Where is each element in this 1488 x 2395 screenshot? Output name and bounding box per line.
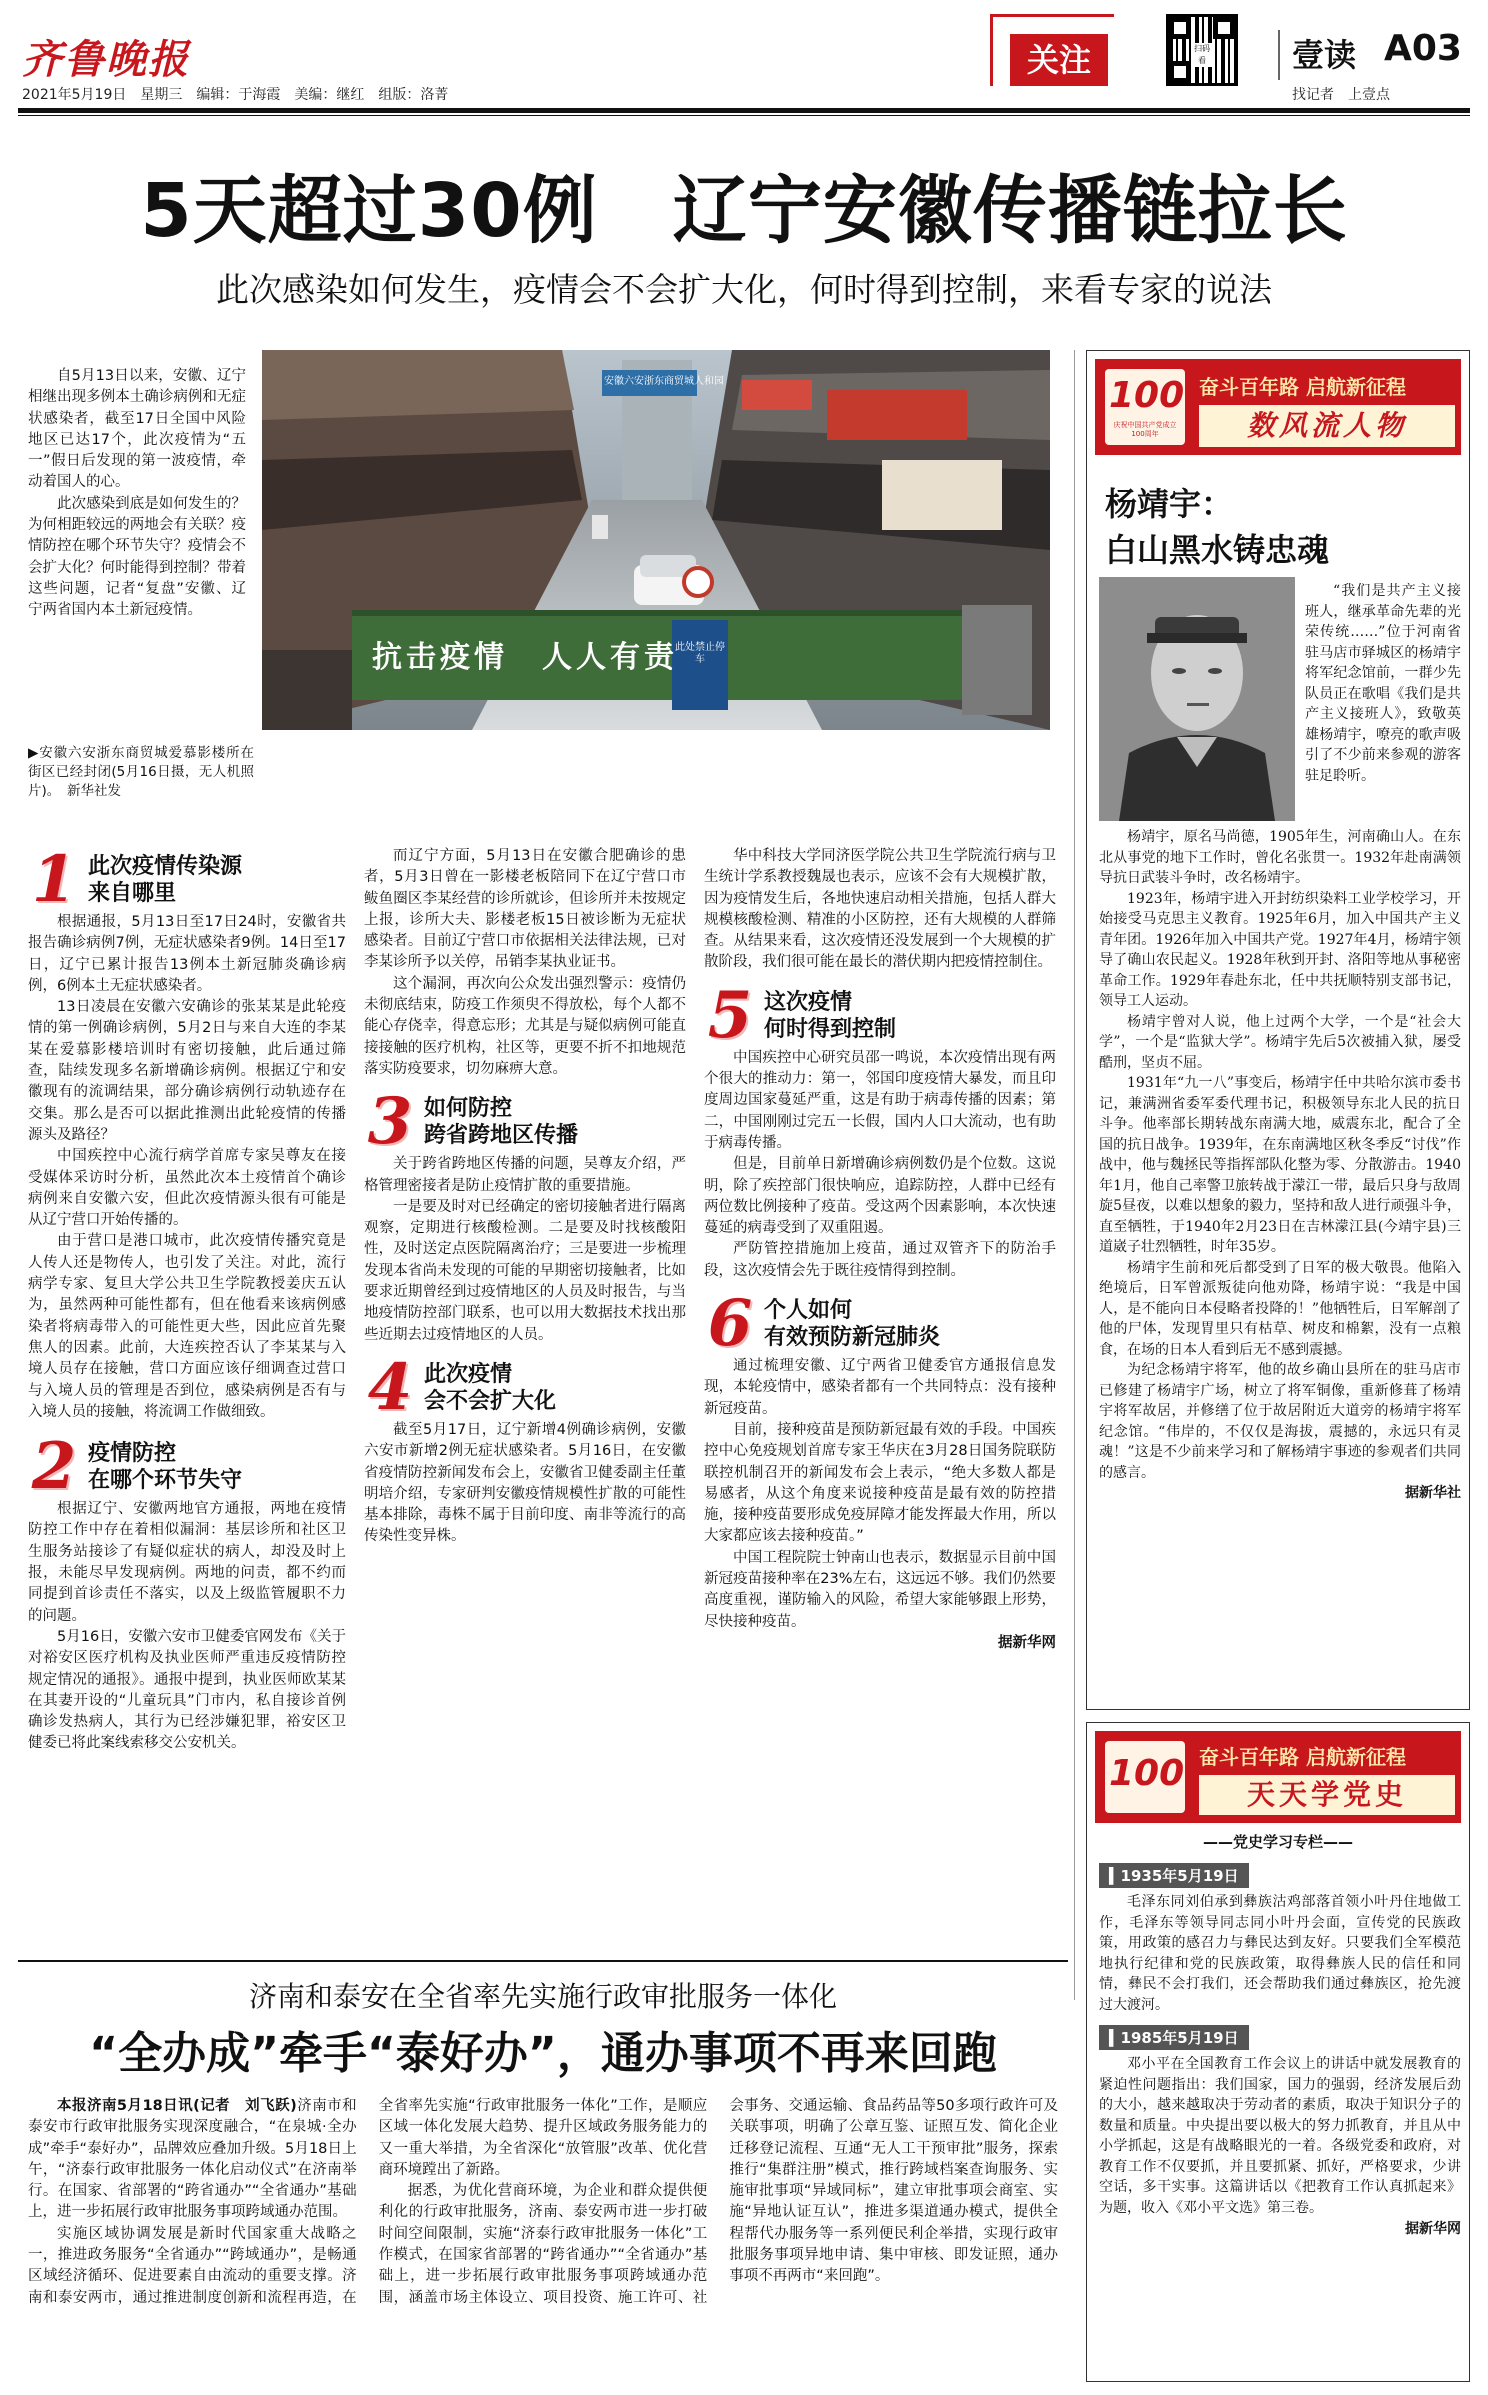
- lead-paragraph: 此次感染到底是如何发生的？为何相距较远的两地会有关联？疫情防控在哪个环节失守？疫情会不会扩大化？何时能得到控制？带着这些问题，记者“复盘”安徽、辽宁两省国内本土新冠疫情。: [28, 495, 246, 619]
- paragraph: 关于跨省跨地区传播的问题，吴尊友介绍，严格管理密接者是防止疫情扩散的重要措施。: [364, 1156, 686, 1194]
- headline: 5天超过30例 辽宁安徽传播链拉长: [140, 168, 1348, 254]
- masthead-divider: [1278, 30, 1280, 80]
- paragraph: 为纪念杨靖宇将军，他的故乡确山县所在的驻马店市已修建了杨靖宇广场，树立了将军铜像，重新修葺了杨靖宇将军故居，并修缮了位于故居附近大道旁的杨靖宇将军纪念馆。“伟岸的，不仅仅是海拔，震撼的，永远只有灵魂！”这是不少前来学习和了解杨靖宇事迹的参观者们共同的感言。: [1099, 1362, 1461, 1481]
- entry-text: [1099, 1892, 1461, 2015]
- news-photo: [262, 350, 1050, 730]
- feature-title-2: 白山黑水铸忠魂: [1105, 531, 1330, 569]
- banner-series: 奋斗百年路 启航新征程: [1199, 375, 1406, 399]
- section-title: [88, 853, 242, 907]
- paragraph: 中国疾控中心流行病学首席专家吴尊友在接受媒体采访时分析，虽然此次本土疫情首个确诊病例来自安徽六安，但此次疫情源头很有可能是从辽宁营口开始传播的。: [28, 1148, 346, 1229]
- paragraph: 目前，接种疫苗是预防新冠最有效的手段。中国疾控中心免疫规划首席专家王华庆在3月28日国务院联防联控机制召开的新闻发布会上表示，“绝大多数人都是易感者，从这个角度来说接种疫苗是最有效的防控措施，接种疫苗要形成免疫屏障才能发挥最大作用，所以大家都应该去接种疫苗。”: [704, 1421, 1056, 1545]
- party-emblem-icon: [1105, 369, 1185, 445]
- tag: 关注: [1010, 34, 1108, 86]
- centennial-logo: 100: [1109, 375, 1185, 416]
- feature-box: [1086, 350, 1470, 1710]
- section-number: 4: [367, 1349, 413, 1425]
- portrait: [1099, 577, 1295, 821]
- paragraph: 但是，目前单日新增确诊病例数仍是个位数。这说明，除了疾控部门很快响应，追踪防控，人群中已经有两位数比例接种了疫苗。受这两个因素影响，本次快速蔓延的病毒受到了双重阻遏。: [704, 1156, 1056, 1237]
- section-title-line: 何时得到控制: [764, 1016, 897, 1042]
- lead-paragraph: 自5月13日以来，安徽、辽宁相继出现多例本土确诊病例和无症状感染者，截至17日全国中风险地区已达17个，此次疫情为“五一”假日后发现的第一波疫情，牵动着国人的心。: [28, 368, 246, 491]
- section-heading-1: [28, 846, 346, 917]
- arrow-right-icon: ▍: [1109, 1867, 1121, 1885]
- subheadline: 此次感染如何发生，疫情会不会扩大化，何时得到控制，来看专家的说法: [216, 270, 1272, 309]
- study-banner: [1095, 1731, 1461, 1823]
- section-heading-3: [364, 1084, 686, 1160]
- section-title: [424, 1361, 556, 1415]
- paragraph: 这个漏洞，再次向公众发出强烈警示：疫情仍未彻底结束，防疫工作须臾不得放松，每个人都不能心存侥幸，得意忘形；尤其是与疑似病例可能直接接触的医疗机构，社区等，更要不折不扣地规范落实防疫要求，切勿麻痹大意。: [364, 975, 686, 1077]
- section-number: 3: [367, 1084, 413, 1160]
- paragraph: 杨靖宇曾对人说，他上过两个大学，一个是“社会大学”，一个是“监狱大学”。杨靖宇先后5次被捕入狱，屡受酷刑，坚贞不屈。: [1099, 1013, 1461, 1071]
- paragraph: 邓小平在全国教育工作会议上的讲话中就发展教育的紧迫性问题指出：我们国家，国力的强弱，经济发展后劲的大小，越来越取决于劳动者的素质，取决于知识分子的数量和质量。中央提出要以极大的努力抓教育，并且从中小学抓起，这是有战略眼光的一着。各级党委和政府，对教育工作不仅要抓，并且要抓紧、抓好，严格要求，少讲空话，多干实事。这篇讲话以《把教育工作认真抓起来》为题，收入《邓小平文选》第三卷。: [1099, 2056, 1461, 2216]
- entry-date: 1985年5月19日: [1120, 2029, 1239, 2047]
- feature-banner: [1095, 359, 1461, 455]
- column-rule: [1074, 350, 1075, 2000]
- bottom-article-rule: [18, 1960, 1068, 1962]
- section-body-5: [704, 1048, 1056, 1282]
- section-heading-2: [28, 1429, 346, 1505]
- paragraph: 1931年“九一八”事变后，杨靖宇任中共哈尔滨市委书记，兼满洲省委军委代理书记，积极领导东北人民的抗日斗争。他率部长期转战东南满大地，威震东北，配合了全国的抗日战争。1939年，在东南满地区秋冬季反“讨伐”作战中，他与魏拯民等指挥部队化整为零、分散游击。1940年1月，他自己率警卫旅转战于濛江一带，最后只身与敌周旋5昼夜，以难以想象的毅力，坚持和敌人进行顽强斗争，直至牺牲，于1940年2月23日在吉林濛江县(今靖宇县)三道崴子壮烈牺牲，时年35岁。: [1099, 1075, 1461, 1255]
- section-body-6: [704, 1356, 1056, 1633]
- paragraph: 杨靖宇生前和死后都受到了日军的极大敬畏。他陷入绝境后，日军曾派叛徒向他劝降，杨靖宇说：“我是中国人，是不能向日本侵略者投降的！”他牺牲后，日军解剖了他的尸体，发现胃里只有枯草、树皮和棉絮，没有一点粮食，在场的日本人看到后无不感到震撼。: [1099, 1259, 1461, 1358]
- paragraph: 中国疾控中心研究员邵一鸣说，本次疫情出现有两个很大的推动力：第一，邻国印度疫情大暴发，而且印度周边国家蔓延严重，这是有助于病毒传播的因素；第二，中国刚刚过完五一长假，国内人口大流动，也有助于病毒传播。: [704, 1049, 1056, 1151]
- page-number: A03: [1384, 28, 1462, 69]
- source-credit: 据新华网: [998, 1634, 1056, 1651]
- study-box: [1086, 1722, 1470, 2382]
- column-3: [704, 846, 1056, 1996]
- section-number: 2: [31, 1429, 77, 1505]
- paragraph: 杨靖宇，原名马尚德，1905年生，河南确山人。在东北从事党的地下工作时，曾化名张贯一。1932年赴南满领导抗日武装斗争时，改名杨靖宇。: [1099, 829, 1461, 886]
- paragraph: [28, 2096, 357, 2224]
- centennial-caption: 庆祝中国共产党成立100周年: [1113, 421, 1177, 438]
- source-credit: 据新华网: [1405, 2221, 1461, 2237]
- banner-column: 数风流人物: [1199, 405, 1455, 447]
- date-badge: [1099, 2025, 1249, 2050]
- section-number: 5: [707, 977, 753, 1053]
- qr-code-icon: [1166, 14, 1238, 86]
- paragraph: 毛泽东同刘伯承到彝族沽鸡部落首领小叶丹住地做工作，毛泽东等领导同志同小叶丹会面，宣传党的民族政策，用政策的感召力与彝民达到友好。只要我们全军模范地执行纪律和党的民族政策，取得彝族人民的信任和同情，彝民不会打我们，还会帮助我们通过彝族区，抢先渡过大渡河。: [1099, 1894, 1461, 2013]
- section-title-line: 这次疫情: [764, 989, 853, 1015]
- section-body-4-cont: [704, 846, 1056, 974]
- bottom-headline: “全办成”牵手“泰好办”，通办事项不再来回跑: [89, 2028, 997, 2079]
- paragraph: 实施区域协调发展是新时代国家重大战略之一，推进政务服务“全省通办”“跨域通办”，是畅通区域经济循环、促进要素自由流动的重要支撑。济南和泰安两市，通过推进制度创新和流程再造，在全省率先实施“行政审批服务一体化”工作，是顺应区域一体化发展大趋势、提升区域政务服务能力的又一重大举措，为全省深化“放管服”改革、优化营商环境蹚出了新路。: [28, 2098, 708, 2306]
- paragraph: 根据辽宁、安徽两地官方通报，两地在疫情防控工作中存在着相似漏洞：基层诊所和社区卫生服务站接诊了有疑似症状的病人，却没及时上报，未能尽早发现病例。两地的问责，都不约而同提到首诊责任不落实，以及上级监管履职不力的问题。: [28, 1501, 346, 1624]
- paragraph: 截至5月17日，辽宁新增4例确诊病例，安徽六安市新增2例无症状感染者。5月16日，在安徽省疫情防控新闻发布会上，安徽省卫健委副主任董明培介绍，专家研判安徽疫情规模性扩散的可能性基本排除，毒株不属于目前印度、南非等流行的高传染性变异株。: [364, 1421, 686, 1545]
- paragraph: 华中科技大学同济医学院公共卫生学院流行病与卫生统计学系教授魏晟也表示，应该不会有大规模扩散，因为疫情发生后，各地快速启动相关措施，包括人群大规模核酸检测、精准的小区防控，还有大规模的人群筛查。从结果来看，这次疫情还没发展到一个大规模的扩散阶段，我们很可能在最长的潜伏期内把疫情控制住。: [704, 848, 1056, 971]
- slogan: 找记者 上壹点: [1292, 87, 1390, 103]
- date-badge: [1099, 1863, 1249, 1888]
- masthead-rule: [18, 108, 1470, 113]
- banner-series: 奋斗百年路 启航新征程: [1199, 1745, 1406, 1769]
- section-heading-6: [704, 1286, 1056, 1362]
- paragraph: 通过梳理安徽、辽宁两省卫健委官方通报信息发现，本轮疫情中，感染者都有一个共同特点：没有接种新冠疫苗。: [704, 1358, 1056, 1417]
- section-title-line: 有效预防新冠肺炎: [764, 1325, 941, 1351]
- section-title-line: 疫情防控: [88, 1441, 177, 1467]
- paragraph: 由于营口是港口城市，此次疫情传播究竟是人传人还是物传人，也引发了关注。对此，流行病学专家、复旦大学公共卫生学院教授姜庆五认为，虽然两种可能性都有，但在他看来该病例感染者将病毒带入的可能性更大些，因此应首先聚焦人的因素。此前，大连疾控否认了李某某与入境人员存在接触，营口方面应该仔细调查过营口与入境人员的管理是否到位，感染病例是否有与入境人员的接触，将流调工作做细致。: [28, 1233, 346, 1420]
- qr-caption: 扫码看: [1191, 43, 1213, 67]
- banner-column: 天天学党史: [1199, 1775, 1455, 1815]
- dateline: 本报济南5月18日讯(记者 刘飞跃): [57, 2098, 297, 2114]
- section-title-line: 此次疫情: [424, 1361, 513, 1387]
- section-title-line: 跨省跨地区传播: [424, 1123, 579, 1149]
- column-2: [364, 846, 686, 1996]
- paragraph-text: 济南市和泰安市行政审批服务实现深度融合，“在泉城·全办成”牵手“泰好办”，品牌效应叠加升级。5月18日上午，“济泰行政审批服务一体化启动仪式”在济南举行。在国家、省部署的“跨省通办”“全省通办”基础上，进一步拓展行政审批服务事项跨域通办范围。: [28, 2098, 357, 2221]
- paragraph: 而辽宁方面，5月13日在安徽合肥确诊的患者，5月3日曾在一影楼老板陪同下在辽宁营口市鲅鱼圈区李某经营的诊所就诊，但诊所并未按规定上报，诊所大夫、影楼老板15日被诊断为无症状感染者。目前辽宁营口市依据相关法律法规，已对李某诊所予以关停，吊销李某执业证书。: [364, 848, 686, 971]
- section-heading-5: [704, 977, 1056, 1053]
- feature-title-1: 杨靖宇：: [1105, 485, 1234, 523]
- entry-text: [1099, 2054, 1461, 2218]
- section-title-line: 个人如何: [764, 1298, 853, 1324]
- masthead-rule-thin: [18, 115, 1470, 116]
- paragraph: 13日凌晨在安徽六安确诊的张某某是此轮疫情的第一例确诊病例，5月2日与来自大连的李某某在爱慕影楼培训时有密切接触，此后通过筛查，陆续发现多名新增确诊病例。根据辽宁和安徽现有的流调结果，部分确诊病例行动轨迹存在交集。那么是否可以据此推测出此轮疫情的传播源头及路径？: [28, 999, 346, 1143]
- column-1: [28, 846, 346, 1996]
- section-title-line: 此次疫情传染源: [88, 854, 243, 879]
- entry-date: 1935年5月19日: [1120, 1867, 1239, 1885]
- paragraph: “我们是共产主义接班人，继承革命先辈的光荣传统……”位于河南省驻马店市驿城区的杨靖宇将军纪念馆前，一群少先队员正在歌唱《我们是共产主义接班人》，致敬英雄杨靖宇，嘹亮的歌声吸引了不少前来参观的游客驻足聆听。: [1305, 583, 1461, 784]
- section-title: [88, 1440, 242, 1494]
- section-body-2-cont: [364, 846, 686, 1080]
- study-entries: [1099, 1863, 1461, 2371]
- section-name: 壹读: [1292, 36, 1357, 74]
- centennial-logo: 100: [1109, 1753, 1185, 1794]
- section-body-2: [28, 1499, 346, 1755]
- section-title-line: 会不会扩大化: [424, 1388, 557, 1414]
- paragraph: 根据通报，5月13日至17日24时，安徽省共报告确诊病例7例，无症状感染者9例。14日至17日，辽宁已累计报告13例本土新冠肺炎确诊病例，6例本土无症状感染者。: [28, 914, 346, 994]
- paragraph: 1923年，杨靖宇进入开封纺织染料工业学校学习，开始接受马克思主义教育。1925年6月，加入中国共产主义青年团。1926年加入中国共产党。1927年4月，杨靖宇领导了确山农民起义。1928年秋到开封、洛阳等地从事秘密革命工作。1929年春赴东北，任中共抚顺特别支部书记，领导工人运动。: [1099, 890, 1461, 1009]
- photo-sign-right: 此处禁止停车: [675, 642, 725, 665]
- bottom-article-body: [28, 2096, 1058, 2382]
- paragraph: 一是要及时对已经确定的密切接触者进行隔离观察，定期进行核酸检测。二是要及时找核酸阳性，及时送定点医院隔离治疗；三是要进一步梳理发现本省尚未发现的可能的早期密切接触者，比如要求近期曾经到过疫情地区的人员及时报告，与当地疫情防控部门联系，也可以用大数据技术找出那些近期去过疫情地区的人员。: [364, 1198, 686, 1343]
- photo-sign-top: 安徽六安浙东商贸城人和园: [604, 376, 724, 387]
- paragraph: 中国工程院院士钟南山也表示，数据显示目前中国新冠疫苗接种率在23%左右，这远远不够。我们仍然要高度重视，谨防输入的风险，希望大家能够跟上形势，尽快接种疫苗。: [704, 1549, 1056, 1630]
- section-number: 1: [31, 846, 77, 917]
- party-emblem-icon: [1105, 1741, 1185, 1813]
- section-title: [764, 989, 896, 1043]
- section-title-line: 在哪个环节失守: [88, 1468, 243, 1494]
- arrow-right-icon: ▍: [1109, 2029, 1121, 2047]
- section-heading-4: [364, 1349, 686, 1425]
- section-title: [764, 1297, 940, 1351]
- section-body-1: [28, 912, 346, 1423]
- paper-name: 齐鲁晚报: [22, 36, 190, 83]
- photo-caption: ▶安徽六安浙东商贸城爱慕影楼所在街区已经封闭(5月16日摄，无人机照片)。 新华社发: [28, 745, 254, 799]
- lead: [28, 366, 246, 622]
- section-body-4: [364, 1420, 686, 1548]
- bottom-article-text: [28, 2096, 1058, 2309]
- portrait-figure: [1099, 577, 1295, 821]
- photo-banner: 抗击疫情 人人有责: [372, 640, 678, 675]
- section-body-3: [364, 1154, 686, 1346]
- source-credit: 据新华社: [1405, 1485, 1461, 1501]
- paragraph: 严防管控措施加上疫苗，通过双管齐下的防治手段，这次疫情会先于既往疫情得到控制。: [704, 1241, 1056, 1279]
- info-line: 2021年5月19日 星期三 编辑：于海霞 美编：继红 组版：洛菁: [22, 87, 449, 103]
- paragraph: 据悉，为优化营商环境，为企业和群众提供便利化的行政审批服务，济南、泰安两市进一步打破时间空间限制，实施“济泰行政审批服务一体化”工作模式，在国家省部署的“跨省通办”“全省通办”基础上，进一步拓展行政审批服务事项跨域通办范围，涵盖市场主体设立、项目投资、施工许可、社会事务、交通运输、食品药品等50多项行政许可及关联事项，明确了公章互鉴、证照互发、简化企业迁移登记流程、互通“无人工干预审批”服务，探索推行“集群注册”模式，推行跨域档案查询服务、实施审批事项“异域同标”，建立审批事项会商室、实施“异地认证互认”，推进多渠道通办模式，提供全程帮代办服务等一系列便民利企举措，实现行政审批服务事项异地申请、集中审核、即发证照，通办事项不再两市“来回跑”。: [378, 2098, 1058, 2306]
- section-number: 6: [707, 1286, 753, 1362]
- section-title: [424, 1095, 578, 1149]
- bottom-kicker: 济南和泰安在全省率先实施行政审批服务一体化: [248, 1980, 837, 2013]
- section-title-line: 来自哪里: [88, 881, 177, 906]
- feature-intro: [1305, 581, 1461, 786]
- section-title-line: 如何防控: [424, 1096, 513, 1122]
- feature-body: [1099, 827, 1461, 1697]
- paragraph: 5月16日，安徽六安市卫健委官网发布《关于对裕安区医疗机构及执业医师严重违反疫情防控规定情况的通报》。通报中提到，执业医师欧某某在其妻开设的“儿童玩具”门市内，私自接诊首例确诊发热病人，其行为已经涉嫌犯罪，裕安区卫健委已将此案线索移交公安机关。: [28, 1628, 346, 1752]
- study-subtitle: ——党史学习专栏——: [1202, 1833, 1353, 1851]
- masthead: [0, 0, 1488, 120]
